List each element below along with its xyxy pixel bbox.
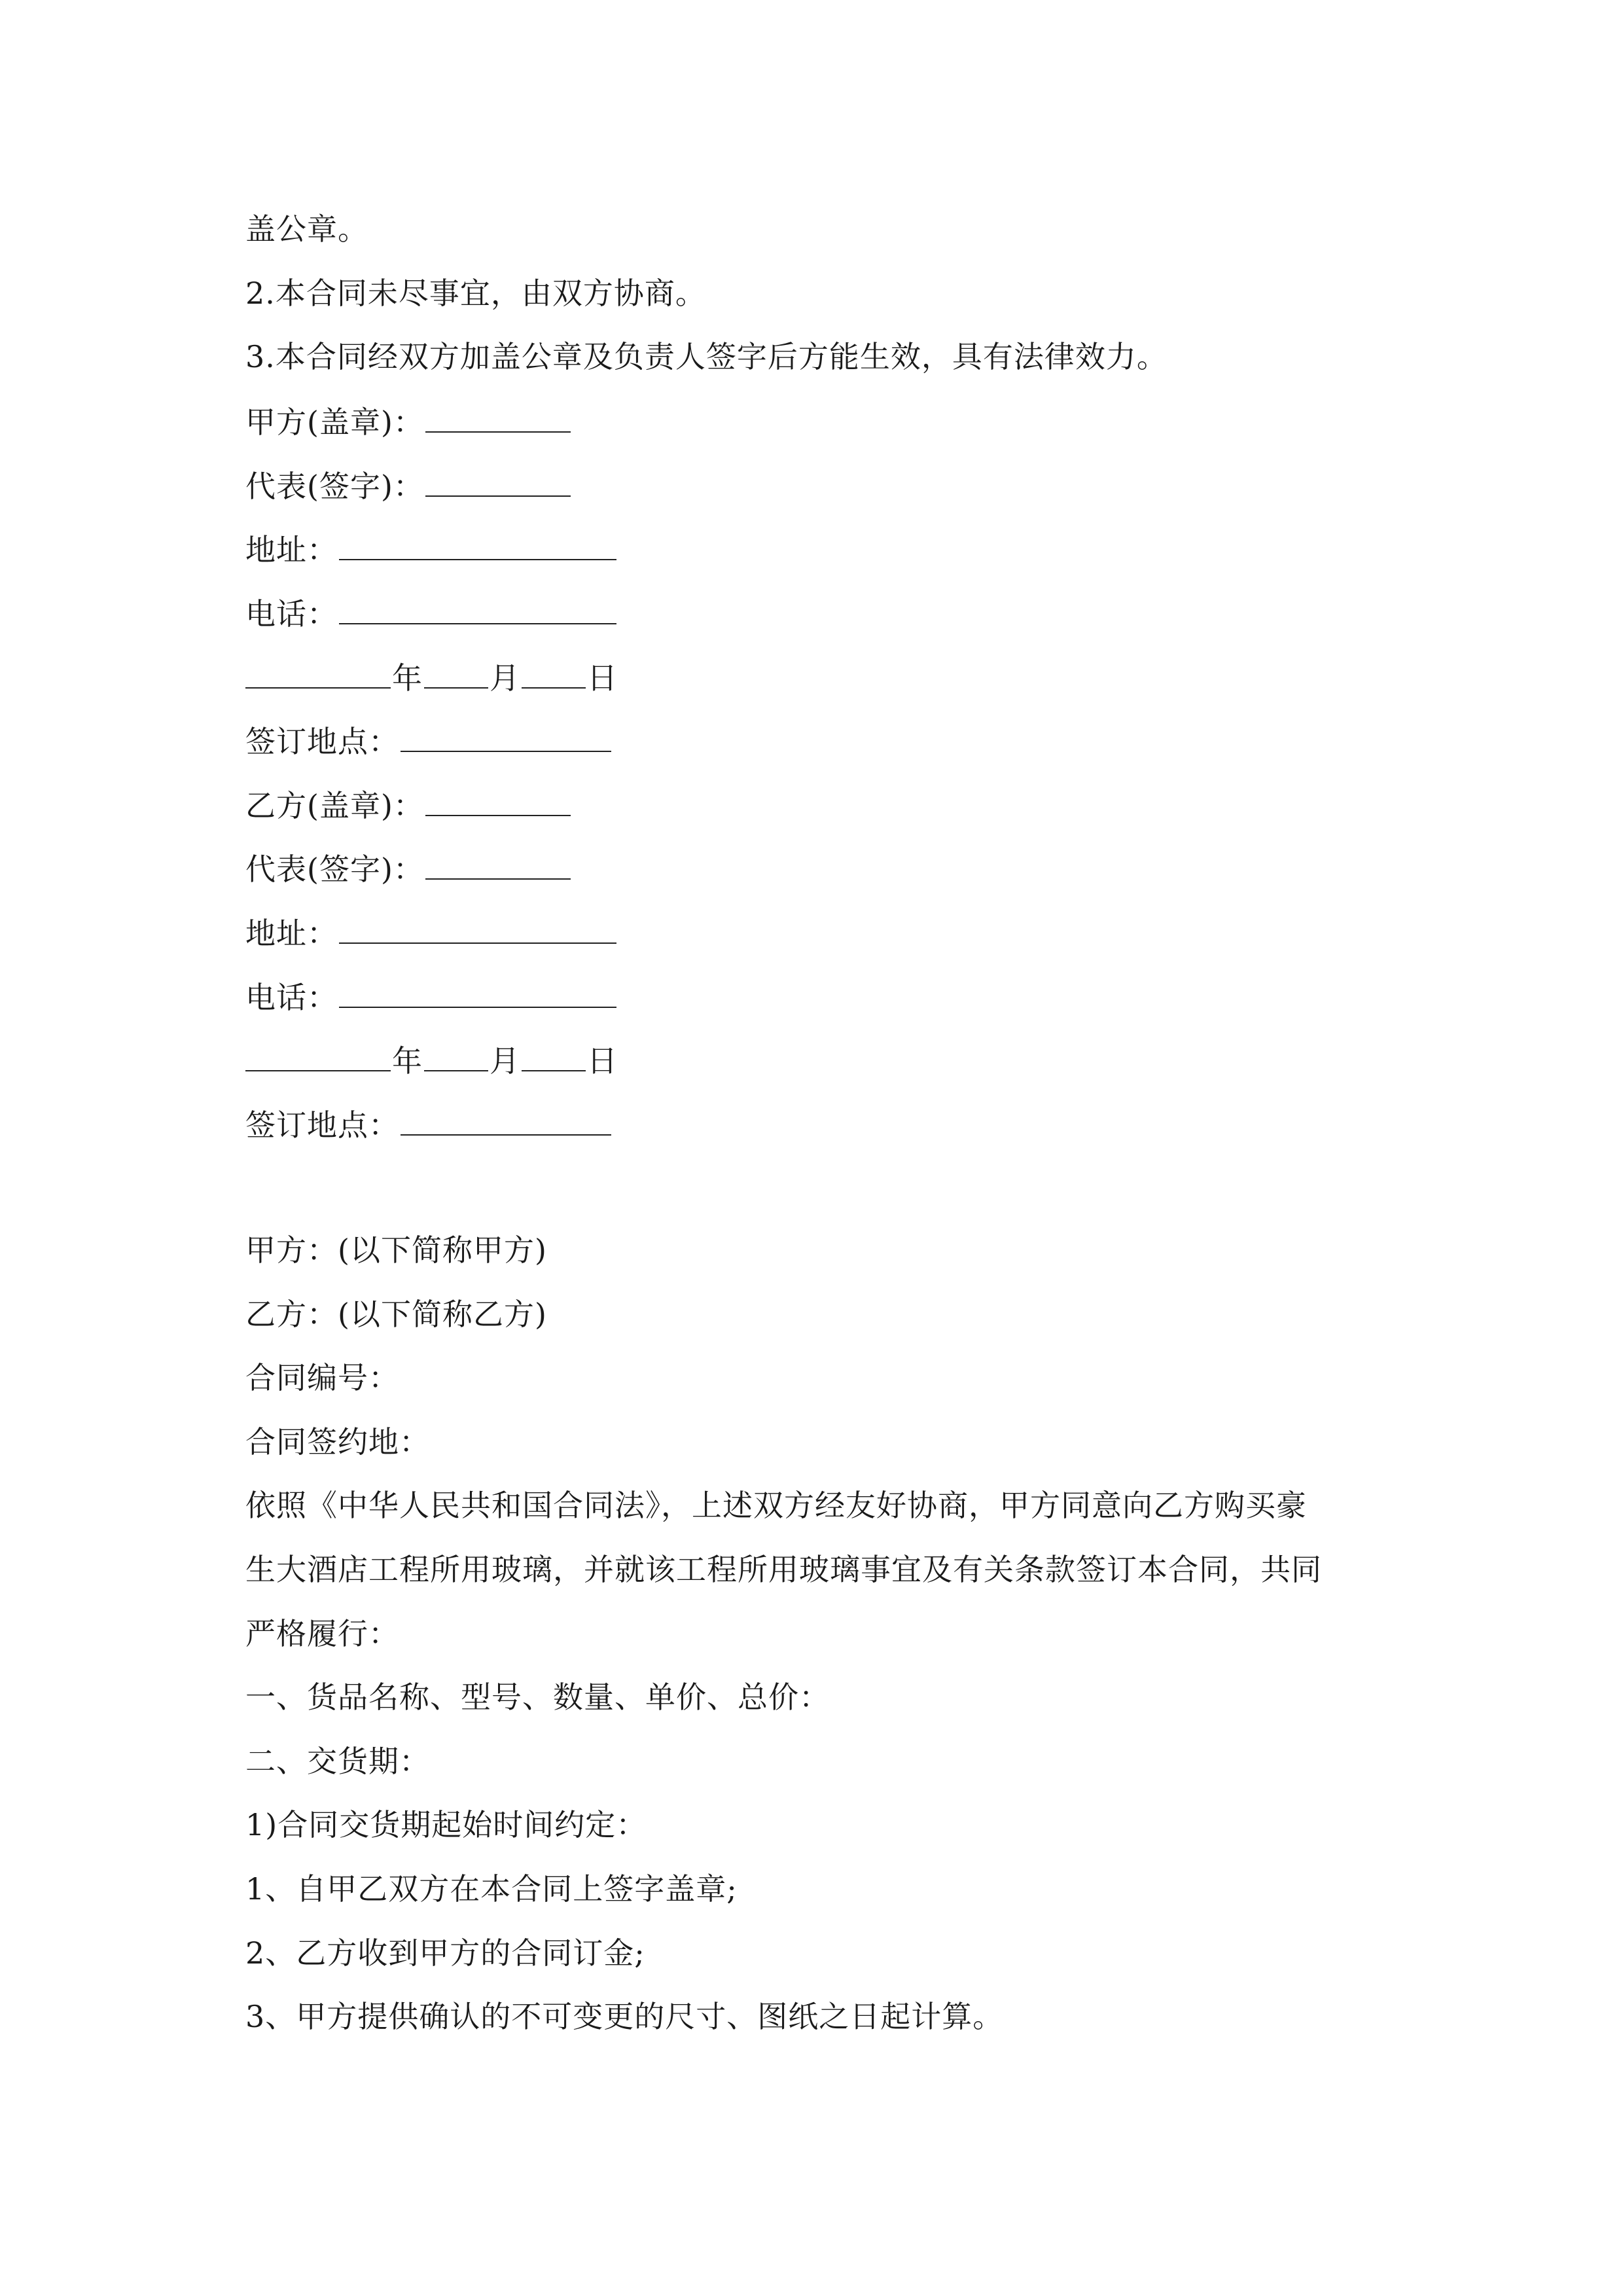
day-label: 日 bbox=[587, 660, 618, 696]
party-a-seal-label: 甲方(盖章)： bbox=[245, 404, 424, 440]
party-a-rep-label: 代表(签字)： bbox=[245, 469, 424, 504]
party-b-rep-label: 代表(签字)： bbox=[245, 852, 424, 887]
point-3: 3、甲方提供确认的不可变更的尺寸、图纸之日起计算。 bbox=[245, 1999, 1004, 2034]
point-1: 1、自甲乙双方在本合同上签字盖章; bbox=[245, 1871, 738, 1907]
party-a-place-row bbox=[245, 721, 613, 760]
intro-paragraph-line-1: 依照《中华人民共和国合同法》，上述双方经友好协商，甲方同意向乙方购买豪 bbox=[245, 1488, 1307, 1523]
month-label: 月 bbox=[490, 660, 520, 696]
party-a-month-blank bbox=[424, 657, 488, 689]
party-a-address-row bbox=[245, 529, 618, 568]
text-line bbox=[245, 209, 368, 249]
text-line bbox=[245, 1997, 1003, 2036]
party-a-intro: 甲方：(以下简称甲方) bbox=[245, 1232, 547, 1268]
party-b-place-label: 签订地点： bbox=[245, 1107, 399, 1143]
text-line bbox=[245, 1230, 547, 1270]
party-b-seal-label: 乙方(盖章)： bbox=[245, 788, 424, 823]
day-label: 日 bbox=[587, 1043, 618, 1079]
year-label: 年 bbox=[392, 660, 423, 696]
party-a-date-row bbox=[245, 657, 618, 696]
party-b-phone-row bbox=[245, 977, 618, 1016]
party-b-year-blank bbox=[245, 1040, 391, 1071]
intro-paragraph-line-3: 严格履行： bbox=[245, 1616, 399, 1651]
text-line bbox=[245, 1869, 738, 1909]
party-a-seal-blank bbox=[425, 401, 571, 433]
party-b-date-row bbox=[245, 1040, 618, 1079]
party-b-seal-row bbox=[245, 785, 572, 824]
subsection-1: 1)合同交货期起始时间约定： bbox=[245, 1807, 647, 1842]
section-1-heading: 一、货品名称、型号、数量、单价、总价： bbox=[245, 1679, 830, 1715]
party-a-rep-blank bbox=[425, 465, 571, 497]
party-a-place-label: 签订地点： bbox=[245, 724, 399, 759]
party-a-year-blank bbox=[245, 657, 391, 689]
text-line bbox=[245, 274, 706, 313]
text-line bbox=[245, 1677, 830, 1717]
party-b-address-label: 地址： bbox=[245, 916, 338, 951]
party-b-address-row bbox=[245, 912, 618, 952]
text-line bbox=[245, 1358, 399, 1397]
party-b-phone-label: 电话： bbox=[245, 980, 338, 1015]
point-2: 2、乙方收到甲方的合同订金; bbox=[245, 1935, 645, 1971]
text-line bbox=[245, 1614, 399, 1653]
party-a-phone-blank bbox=[339, 593, 616, 624]
party-a-day-blank bbox=[522, 657, 586, 689]
party-a-phone-row bbox=[245, 593, 618, 632]
party-b-place-blank bbox=[401, 1104, 611, 1136]
party-a-phone-label: 电话： bbox=[245, 596, 338, 632]
contract-number-label: 合同编号： bbox=[245, 1360, 399, 1395]
text-line bbox=[245, 1550, 1322, 1589]
clause-3: 3.本合同经双方加盖公章及负责人签字后方能生效，具有法律效力。 bbox=[245, 339, 1168, 374]
month-label: 月 bbox=[490, 1043, 520, 1079]
intro-paragraph-line-2: 生大酒店工程所用玻璃，并就该工程所用玻璃事宜及有关条款签订本合同，共同 bbox=[245, 1552, 1322, 1587]
party-b-place-row bbox=[245, 1104, 613, 1143]
text-line bbox=[245, 1486, 1307, 1525]
text-line bbox=[245, 1933, 645, 1973]
party-b-intro: 乙方：(以下简称乙方) bbox=[245, 1297, 547, 1332]
signing-place-label: 合同签约地： bbox=[245, 1424, 430, 1460]
party-b-phone-blank bbox=[339, 977, 616, 1008]
party-a-rep-row bbox=[245, 465, 572, 505]
party-b-month-blank bbox=[424, 1040, 488, 1071]
year-label: 年 bbox=[392, 1043, 423, 1079]
party-a-seal-row bbox=[245, 401, 572, 440]
text-line bbox=[245, 1742, 430, 1781]
party-b-rep-row bbox=[245, 848, 572, 888]
text-line bbox=[245, 337, 1168, 376]
seal-continuation: 盖公章。 bbox=[245, 211, 368, 247]
party-a-address-label: 地址： bbox=[245, 532, 338, 567]
text-line bbox=[245, 1422, 430, 1462]
party-a-address-blank bbox=[339, 529, 616, 560]
party-b-rep-blank bbox=[425, 848, 571, 880]
party-a-place-blank bbox=[401, 721, 611, 752]
party-b-seal-blank bbox=[425, 785, 571, 816]
clause-2: 2.本合同未尽事宜，由双方协商。 bbox=[245, 276, 706, 311]
party-b-address-blank bbox=[339, 912, 616, 944]
party-b-day-blank bbox=[522, 1040, 586, 1071]
text-line bbox=[245, 1295, 547, 1334]
section-2-heading: 二、交货期： bbox=[245, 1744, 430, 1779]
text-line bbox=[245, 1805, 647, 1844]
